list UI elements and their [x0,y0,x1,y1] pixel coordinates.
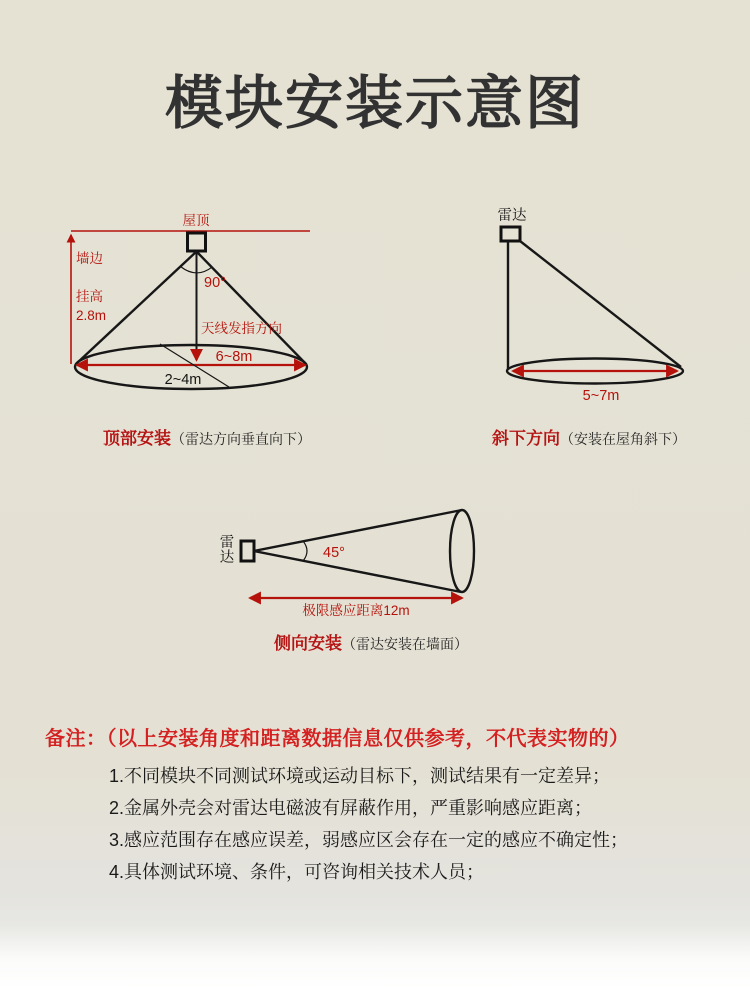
note-item-2: 2.金属外壳会对雷达电磁波有屏蔽作用，严重影响感应距离； [109,798,593,818]
top-install-caption-title: 顶部安装 [103,429,171,448]
notes-header: 备注：（以上安装角度和距离数据信息仅供参考，不代表实物的） [45,728,630,750]
slant-install-diagram [498,207,684,404]
page-title: 模块安装示意图 [164,71,585,136]
beam-cone-upper-edge [254,510,462,551]
slant-install-caption-note: （安装在屋角斜下） [560,431,686,447]
top-install-caption-note: （雷达方向垂直向下） [171,431,311,447]
side-install-diagram [220,510,474,618]
beam-cone-lower-edge [254,551,461,592]
notes-section [45,722,705,888]
note-item-1: 1.不同模块不同测试环境或运动目标下，测试结果有一定差异； [109,766,611,786]
beam-angle-arc [303,541,307,561]
roof-label: 屋顶 [182,213,210,228]
top-install-diagram [71,213,310,389]
max-distance-label: 极限感应距离12m [302,603,410,618]
side-install-caption [274,629,468,654]
radar-module [241,541,254,561]
side-install-caption-title: 侧向安装 [274,634,342,653]
side-install-caption-note: （雷达安装在墙面） [342,636,468,652]
coverage-ellipse [450,510,474,592]
mount-height-value: 2.8m [76,308,107,323]
radar-label-line2: 达 [219,550,235,566]
radar-module [501,227,520,241]
beam-diagonal-edge [520,241,681,367]
top-install-caption [103,424,311,449]
slant-install-caption [492,424,686,449]
coverage-width-label: 6~8m [215,349,253,365]
radar-module [188,233,206,251]
coverage-width-label: 5~7m [582,388,620,404]
wall-label: 墙边 [76,251,103,266]
antenna-direction-label: 天线发指方向 [201,321,282,336]
beam-angle-label: 45° [323,545,345,561]
radar-label-line1: 雷 [219,535,235,551]
mount-height-label: 挂高 [76,289,103,304]
notes-list [109,760,705,888]
radar-label: 雷达 [497,208,527,224]
note-item-3: 3.感应范围存在感应误差，弱感应区会存在一定的感应不确定性； [109,830,629,850]
coverage-diameter-label: 2~4m [164,372,202,388]
beam-angle-label: 90° [204,275,226,291]
slant-install-caption-title: 斜下方向 [492,429,560,448]
note-item-4: 4.具体测试环境、条件，可咨询相关技术人员； [109,862,485,882]
